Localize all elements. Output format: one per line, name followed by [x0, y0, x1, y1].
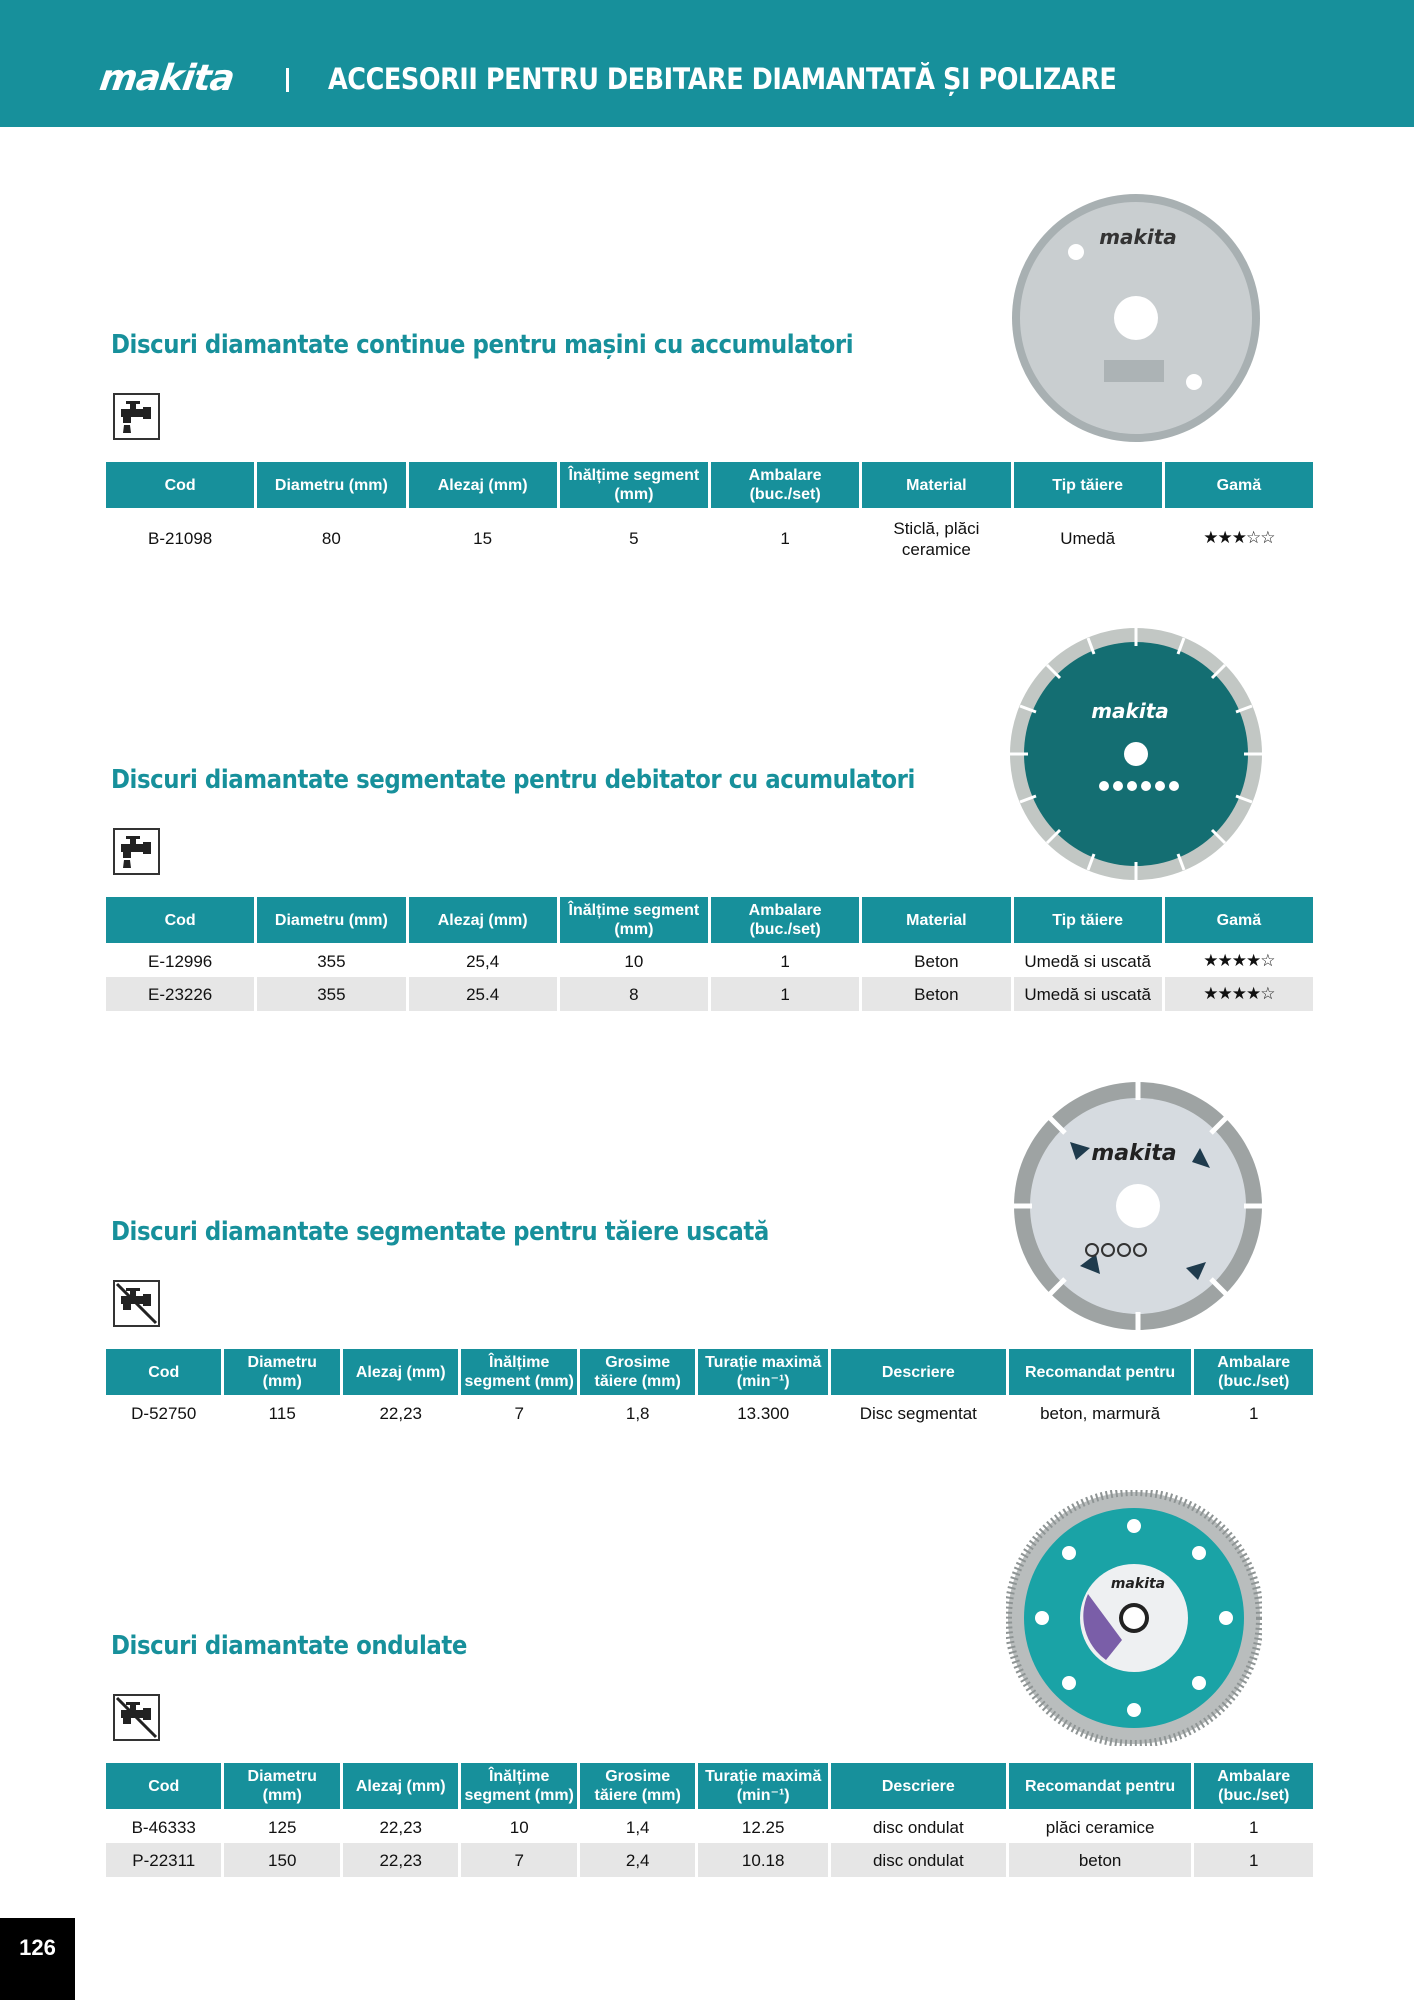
spec-table-segmented-dry: [103, 1349, 1316, 1429]
column-header: Diametru (mm): [257, 897, 405, 943]
table-cell: 80: [321, 529, 341, 548]
table-row: [106, 508, 1313, 566]
table-cell: 7: [461, 1843, 576, 1877]
column-header: Recomandat pentru: [1009, 1349, 1192, 1395]
table-row: [106, 1395, 1313, 1429]
table-cell: 25.4: [409, 977, 557, 1011]
svg-text:makita: makita: [1091, 699, 1169, 723]
table-cell: 125: [268, 1818, 297, 1837]
table-cell: P-22311: [106, 1843, 221, 1877]
table-cell: B-46333: [131, 1818, 196, 1837]
page-title: ACCESORII PENTRU DEBITARE DIAMANTATĂ ȘI POLIZARE: [328, 62, 1117, 96]
section-title-segmented-cut-off: Discuri diamantate segmentate pentru debitator cu acumulatori: [111, 765, 915, 795]
table-cell: 8: [560, 977, 708, 1011]
rating-stars: ★★★★☆: [1203, 951, 1275, 971]
column-header: Descriere: [831, 1349, 1006, 1395]
table-cell: Beton: [914, 952, 959, 971]
segmented-cutoff-disc-image: [1008, 626, 1264, 882]
table-cell: disc ondulat: [872, 1818, 964, 1837]
table-cell: disc ondulat: [831, 1843, 1006, 1877]
svg-text:makita: makita: [1110, 1576, 1166, 1592]
column-header: Descriere: [831, 1763, 1006, 1809]
column-header: Cod: [106, 462, 254, 508]
column-header: Turație maximă (min⁻¹): [698, 1349, 828, 1395]
table-cell: Umedă si uscată: [1024, 952, 1151, 971]
header-separator: [286, 68, 289, 92]
column-header: Material: [862, 897, 1010, 943]
column-header: Cod: [106, 897, 254, 943]
spec-table-corrugated: [103, 1763, 1316, 1877]
table-cell: 355: [317, 952, 346, 971]
table-cell: 10: [509, 1818, 529, 1837]
table-header-row: [106, 1763, 1313, 1809]
table-cell: 1: [780, 952, 790, 971]
column-header: Material: [862, 462, 1010, 508]
column-header: Gamă: [1165, 897, 1313, 943]
column-header: Gamă: [1165, 462, 1313, 508]
column-header: Diametru (mm): [224, 1763, 339, 1809]
column-header: Grosime tăiere (mm): [580, 1349, 695, 1395]
table-header-row: [106, 897, 1313, 943]
rating-stars: ★★★★☆: [1165, 977, 1313, 1011]
table-cell: E-23226: [106, 977, 254, 1011]
column-header: Înălțime segment (mm): [461, 1763, 576, 1809]
table-cell: 22,23: [343, 1843, 458, 1877]
column-header: Cod: [106, 1763, 221, 1809]
column-header: Diametru (mm): [224, 1349, 339, 1395]
table-cell: Beton: [862, 977, 1010, 1011]
column-header: Alezaj (mm): [409, 462, 557, 508]
column-header: Cod: [106, 1349, 221, 1395]
column-header: Ambalare (buc./set): [711, 462, 859, 508]
svg-text:makita: makita: [1091, 1141, 1177, 1166]
table-cell: Sticlă, plăci ceramice: [893, 518, 980, 559]
table-cell: 1: [1249, 1404, 1259, 1423]
column-header: Înălțime segment (mm): [560, 462, 708, 508]
spec-table-segmented-cut-off: [103, 897, 1316, 1011]
column-header: Tip tăiere: [1014, 897, 1162, 943]
column-header: Tip tăiere: [1014, 462, 1162, 508]
makita-logo: makita: [97, 58, 237, 99]
section-title-segmented-dry: Discuri diamantate segmentate pentru tăiere uscată: [111, 1217, 769, 1247]
table-cell: plăci ceramice: [1045, 1818, 1155, 1837]
table-row: [106, 943, 1313, 977]
table-cell: 13.300: [737, 1404, 790, 1423]
rating-stars: ★★★☆☆: [1203, 528, 1275, 548]
table-cell: 2,4: [580, 1843, 695, 1877]
column-header: Alezaj (mm): [409, 897, 557, 943]
corrugated-disc-image: [1006, 1490, 1262, 1746]
column-header: Ambalare (buc./set): [1194, 1349, 1313, 1395]
column-header: Alezaj (mm): [343, 1763, 458, 1809]
table-cell: beton, marmură: [1040, 1404, 1161, 1423]
table-cell: 355: [257, 977, 405, 1011]
continuous-diamond-disc-image: [1008, 190, 1264, 446]
column-header: Ambalare (buc./set): [1194, 1763, 1313, 1809]
column-header: Recomandat pentru: [1009, 1763, 1192, 1809]
table-cell: Umedă: [1060, 529, 1116, 548]
table-row: [106, 977, 1313, 1011]
segmented-dry-disc-image: [1010, 1078, 1266, 1334]
page-number: 126: [0, 1918, 75, 2000]
column-header: Diametru (mm): [257, 462, 405, 508]
table-cell: 1: [711, 977, 859, 1011]
wet-cutting-tap-icon: [113, 393, 160, 440]
table-cell: Umedă si uscată: [1014, 977, 1162, 1011]
table-cell: 10.18: [698, 1843, 828, 1877]
table-cell: 1: [1249, 1818, 1259, 1837]
table-cell: D-52750: [131, 1404, 197, 1423]
table-cell: B-21098: [147, 529, 213, 548]
table-header-row: [106, 462, 1313, 508]
dry-cutting-no-water-icon: [113, 1280, 160, 1327]
section-title-continuous-discs: Discuri diamantate continue pentru mașini cu accumulatori: [111, 330, 854, 360]
dry-cutting-no-water-icon: [113, 1694, 160, 1741]
table-cell: 22,23: [379, 1404, 422, 1423]
table-header-row: [106, 1349, 1313, 1395]
table-cell: 12.25: [741, 1818, 785, 1837]
table-cell: 10: [624, 952, 644, 971]
table-cell: 22,23: [379, 1818, 422, 1837]
table-cell: 25,4: [466, 952, 500, 971]
table-cell: 115: [268, 1404, 296, 1423]
table-cell: 1,4: [625, 1818, 650, 1837]
section-title-corrugated: Discuri diamantate ondulate: [111, 1631, 467, 1661]
table-cell: 7: [514, 1404, 524, 1423]
column-header: Turație maximă (min⁻¹): [698, 1763, 828, 1809]
table-row: [106, 1843, 1313, 1877]
table-cell: 1: [1194, 1843, 1313, 1877]
table-cell: 1: [780, 529, 790, 548]
table-cell: 150: [224, 1843, 339, 1877]
table-cell: Disc segmentat: [859, 1404, 977, 1423]
page-header: [0, 0, 1414, 127]
table-cell: 5: [629, 529, 639, 548]
column-header: Grosime tăiere (mm): [580, 1763, 695, 1809]
wet-cutting-tap-icon: [113, 828, 160, 875]
column-header: Ambalare (buc./set): [711, 897, 859, 943]
spec-table-continuous: [103, 462, 1316, 566]
table-cell: beton: [1009, 1843, 1192, 1877]
column-header: Înălțime segment (mm): [560, 897, 708, 943]
svg-text:makita: makita: [1099, 225, 1177, 249]
table-row: [106, 1809, 1313, 1843]
table-cell: 1,8: [625, 1404, 650, 1423]
table-cell: E-12996: [147, 952, 213, 971]
column-header: Înălțime segment (mm): [461, 1349, 576, 1395]
table-cell: 15: [473, 529, 493, 548]
column-header: Alezaj (mm): [343, 1349, 458, 1395]
